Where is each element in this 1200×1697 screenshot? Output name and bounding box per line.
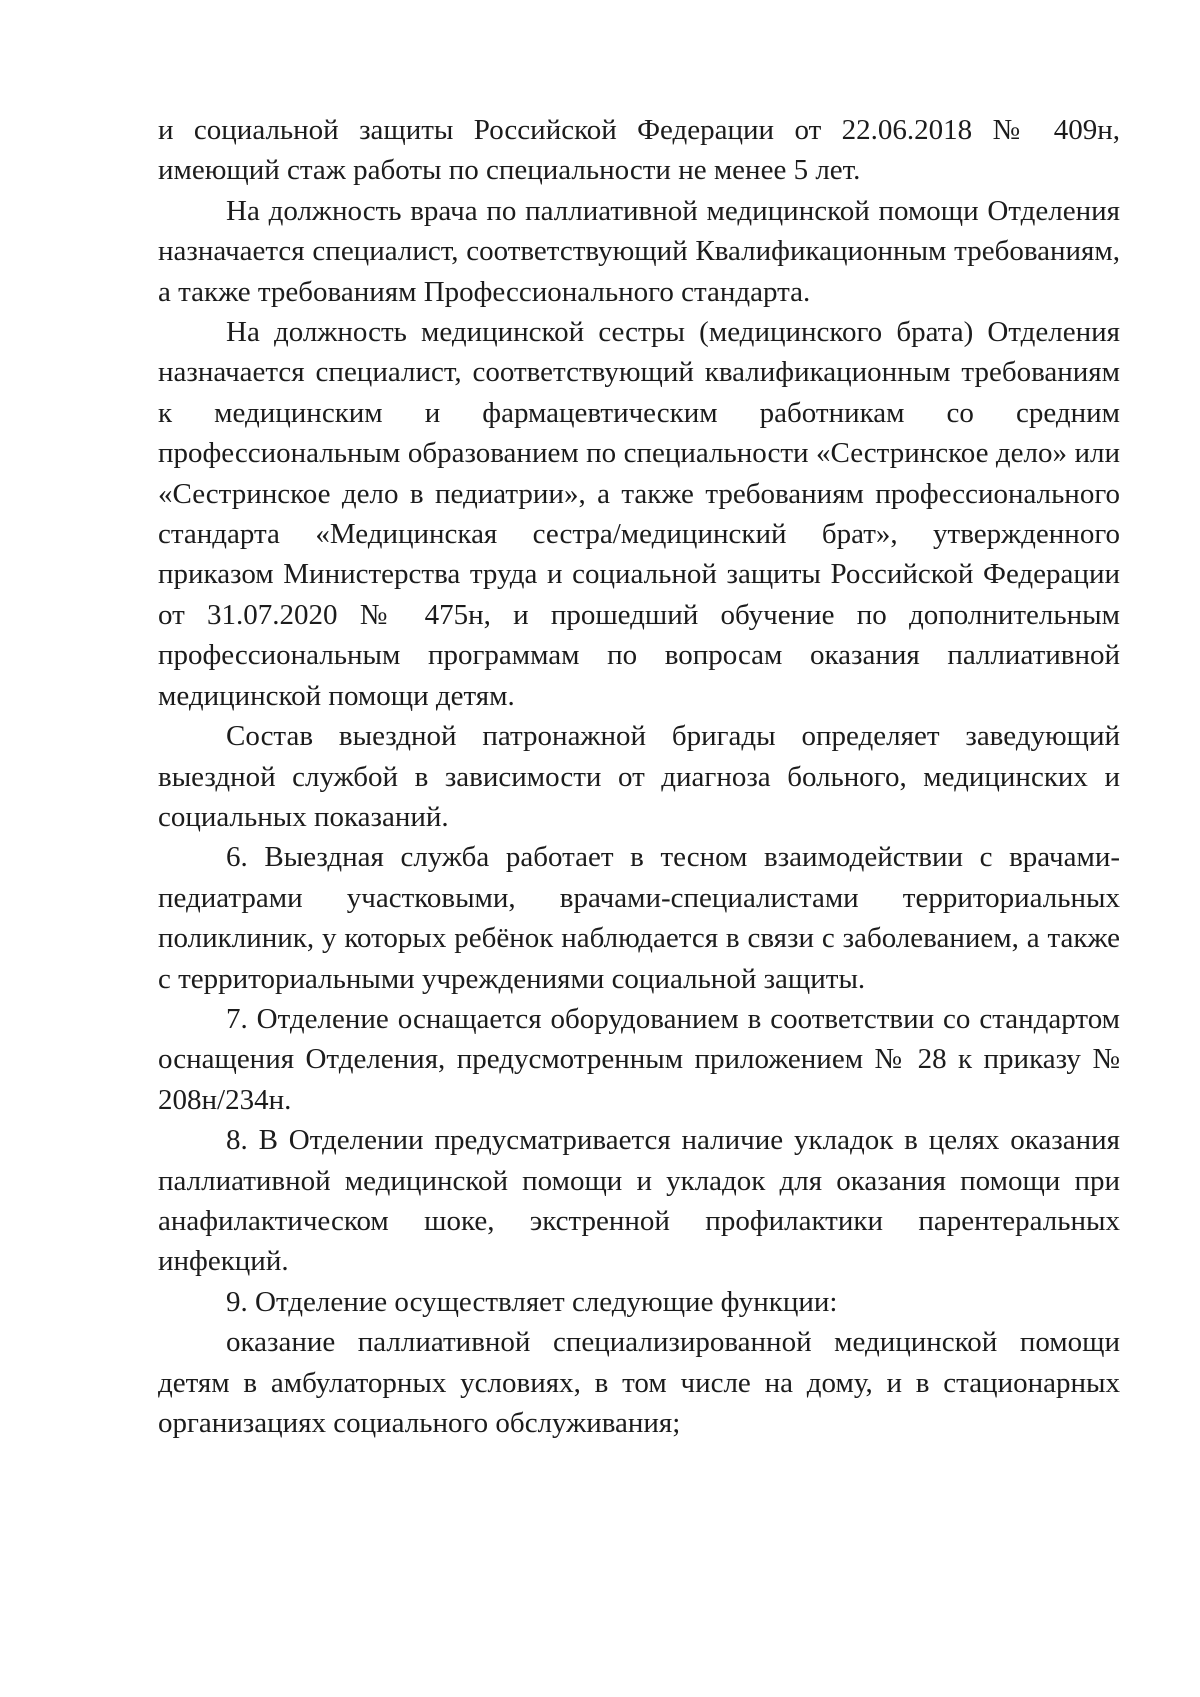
paragraph-visiting-team: Состав выездной патронажной бригады определяет заведующий выездной службой в зависимости от диагноза больного, медицинских и социальных показаний. <box>158 720 1120 833</box>
paragraph-item-9: 9. Отделение осуществляет следующие функции: <box>226 1285 838 1318</box>
document-body <box>158 110 1120 1443</box>
paragraph-item-6: 6. Выездная служба работает в тесном взаимодействии с врачами-педиатрами участковыми, врачами-специалистами территориальных поликлиник, у которых ребёнок наблюдается в связи с заболеванием, а также с территориальными учреждениями социальной защиты. <box>158 841 1120 995</box>
paragraph-item-8: 8. В Отделении предусматривается наличие укладок в целях оказания паллиативной медицинской помощи и укладок для оказания помощи при анафилактическом шоке, экстренной профилактики парентеральных инфекций. <box>158 1124 1120 1278</box>
paragraph-function-1: оказание паллиативной специализированной медицинской помощи детям в амбулаторных условиях, в том числе на дому, и в стационарных организациях социального обслуживания; <box>158 1326 1120 1439</box>
paragraph-palliative-doctor: На должность врача по паллиативной медицинской помощи Отделения назначается специалист, соответствующий Квалификационным требованиям, а также требованиям Профессионального стандарта. <box>158 194 1120 308</box>
paragraph-qualification-continuation: и социальной защиты Российской Федерации от 22.06.2018 № 409н, имеющий стаж работы по специальности не менее 5 лет. <box>158 114 1120 187</box>
paragraph-nurse: На должность медицинской сестры (медицинского брата) Отделения назначается специалист, соответствующий квалификационным требованиям к медицинским и фармацевтическим работникам со средним профессиональным образованием по специальности «Сестринское дело» или «Сестринское дело в педиатрии», а также требованиям профессионального стандарта «Медицинская сестра/медицинский брат», утвержденного приказом Министерства труда и социальной защиты Российской Федерации от 31.07.2020 № 475н, и прошедший обучение по дополнительным профессиональным программам по вопросам оказания паллиативной медицинской помощи детям. <box>158 316 1120 712</box>
paragraph-item-7: 7. Отделение оснащается оборудованием в соответствии со стандартом оснащения Отделения, предусмотренным приложением № 28 к приказу № 208н/234н. <box>158 1002 1120 1116</box>
